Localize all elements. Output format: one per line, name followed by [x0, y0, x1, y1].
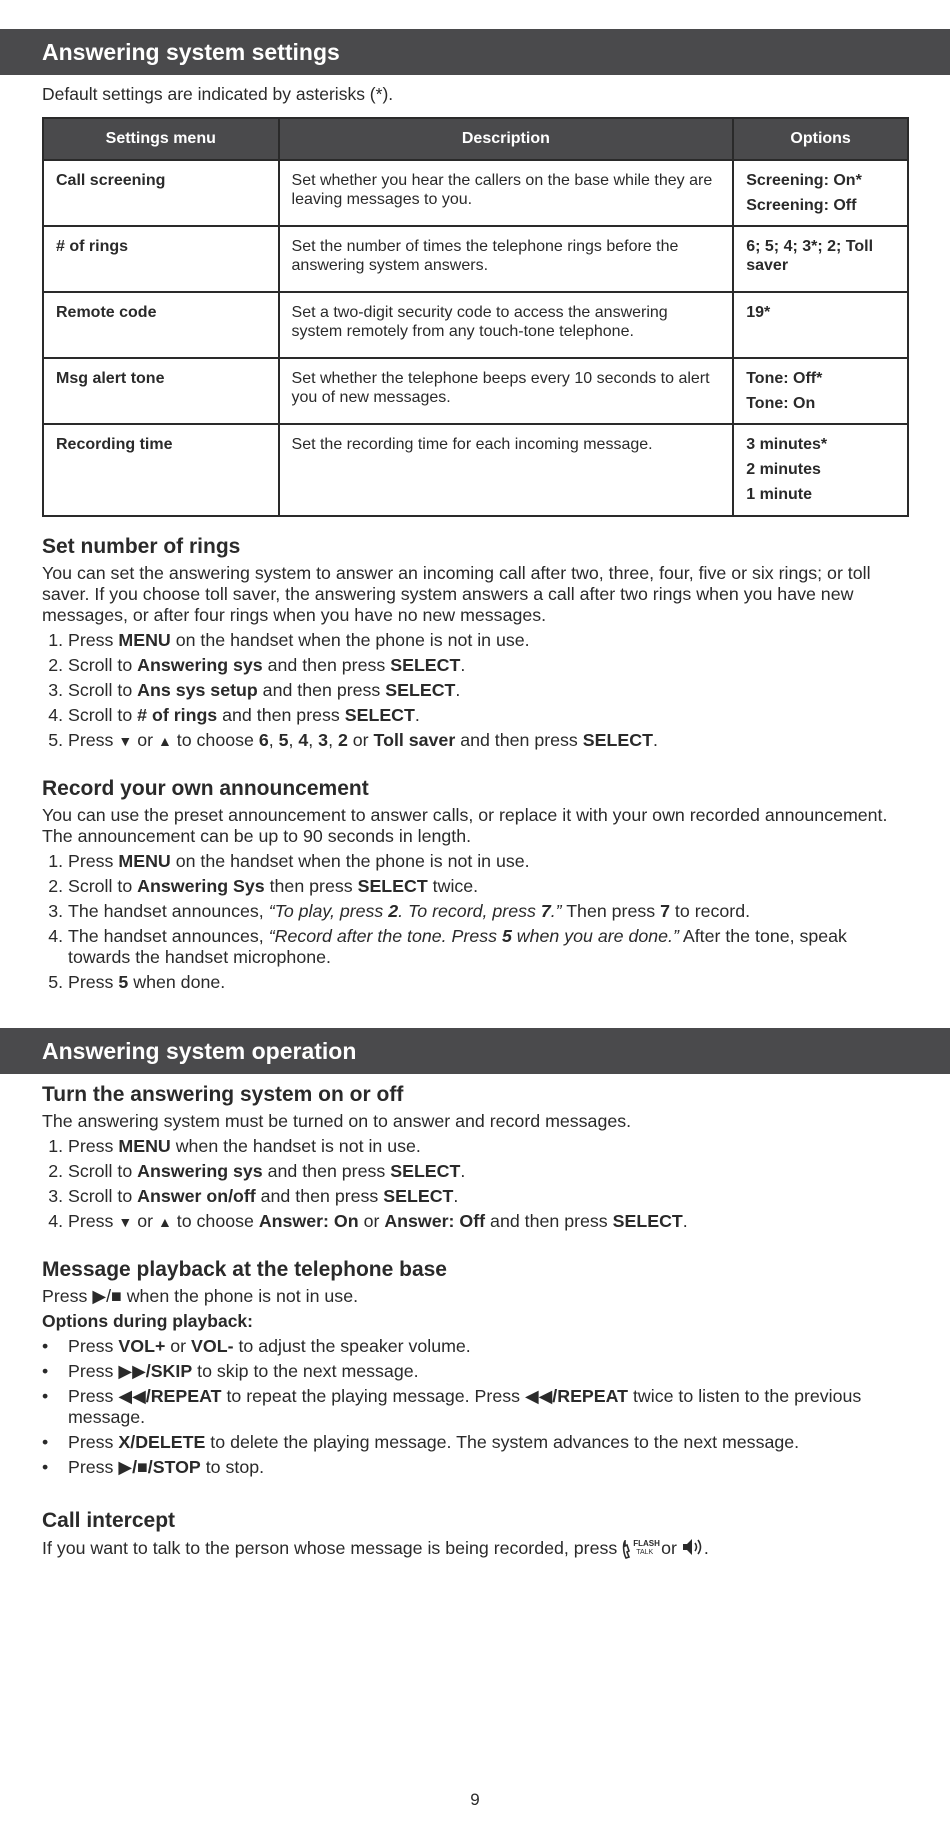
- list-item: 2. Scroll to Answering sys and then press SELECT.: [68, 1161, 912, 1182]
- setting-options: [733, 358, 908, 424]
- list-item: • Press X/DELETE to delete the playing message. The system advances to the next message.: [68, 1432, 912, 1453]
- set-rings-section: [42, 534, 912, 756]
- table-row: [43, 292, 908, 358]
- speaker-icon: [682, 1537, 704, 1562]
- setting-description: Set a two-digit security code to access the answering system remotely from any touch-tone telephone.: [279, 292, 734, 358]
- list-item: 1. Press MENU on the handset when the phone is not in use.: [68, 851, 912, 872]
- setting-name: Call screening: [43, 160, 279, 226]
- options-label: Options during playback:: [42, 1311, 253, 1331]
- intro-text: Default settings are indicated by asterisks (*).: [42, 84, 394, 104]
- down-arrow-icon: ▼: [118, 1214, 133, 1230]
- up-arrow-icon: ▲: [157, 1214, 172, 1230]
- option-value: 1 minute: [746, 486, 813, 503]
- section-body: Press ▶/■ when the phone is not in use.: [42, 1286, 359, 1306]
- section-heading: Record your own announcement: [42, 777, 369, 800]
- list-item: 1. Press MENU when the handset is not in use.: [68, 1136, 912, 1157]
- steps-list: [42, 851, 912, 993]
- stop-key: ▶/■/STOP: [118, 1457, 201, 1477]
- setting-options: [733, 160, 908, 226]
- section-body: You can use the preset announcement to answer calls, or replace it with your own recorded announcement. The announcement can be up to 90 seconds in length.: [42, 805, 888, 846]
- setting-name: # of rings: [43, 226, 279, 292]
- setting-name: Msg alert tone: [43, 358, 279, 424]
- option-value: Screening: Off: [746, 197, 857, 214]
- flash-label: FLASH: [633, 1538, 660, 1548]
- list-item: 5. Press 5 when done.: [68, 972, 912, 993]
- settings-table: [42, 117, 909, 517]
- list-item: 4. The handset announces, “Record after the tone. Press 5 when you are done.” After the tone, speak towards the handset microphone.: [68, 926, 912, 968]
- section-heading: Call intercept: [42, 1509, 176, 1532]
- list-item: 1. Press MENU on the handset when the phone is not in use.: [68, 630, 912, 651]
- column-header: Settings menu: [43, 118, 279, 160]
- skip-key: ▶▶/SKIP: [118, 1361, 193, 1381]
- setting-name: Remote code: [43, 292, 279, 358]
- steps-list: [42, 1136, 912, 1233]
- section-body: The answering system must be turned on to answer and record messages.: [42, 1111, 632, 1131]
- list-item: • Press ▶▶/SKIP to skip to the next message.: [68, 1361, 912, 1382]
- turn-on-off-section: [42, 1082, 912, 1237]
- list-item: 2. Scroll to Answering Sys then press SELECT twice.: [68, 876, 912, 897]
- list-item: 3. Scroll to Answer on/off and then press SELECT.: [68, 1186, 912, 1207]
- option-value: 19*: [746, 304, 771, 321]
- option-value: Tone: On: [746, 395, 816, 412]
- setting-options: [733, 424, 908, 516]
- bullet-list: [42, 1336, 912, 1478]
- setting-description: Set the recording time for each incoming message.: [279, 424, 734, 516]
- setting-description: Set whether you hear the callers on the base while they are leaving messages to you.: [279, 160, 734, 226]
- down-arrow-icon: ▼: [118, 733, 133, 749]
- section-heading: Turn the answering system on or off: [42, 1083, 404, 1106]
- option-value: 6; 5; 4; 3*; 2; Toll saver: [746, 238, 874, 274]
- option-value: 2 minutes: [746, 461, 821, 478]
- section-body: You can set the answering system to answer an incoming call after two, three, four, five or six rings; or toll saver. If you choose toll saver, the answering system answers a call after two rings when you have new messages, or after four rings when you have no new messages.: [42, 563, 871, 625]
- play-stop-icon: ▶/■: [92, 1286, 122, 1306]
- setting-options: [733, 226, 908, 292]
- section-heading: Message playback at the telephone base: [42, 1258, 447, 1281]
- list-item: 3. Scroll to Ans sys setup and then press SELECT.: [68, 680, 912, 701]
- flash-talk-icon: [622, 1538, 660, 1561]
- table-row: [43, 160, 908, 226]
- column-header: Options: [733, 118, 908, 160]
- table-row: [43, 226, 908, 292]
- list-item: • Press ◀◀/REPEAT to repeat the playing message. Press ◀◀/REPEAT twice to listen to the previous message.: [68, 1386, 912, 1428]
- option-value: Tone: Off*: [746, 370, 823, 387]
- repeat-key: ◀◀/REPEAT: [118, 1386, 222, 1406]
- list-item: 4. Press ▼ or ▲ to choose Answer: On or Answer: Off and then press SELECT.: [68, 1211, 912, 1233]
- section-heading: Set number of rings: [42, 535, 241, 558]
- list-item: • Press ▶/■/STOP to stop.: [68, 1457, 912, 1478]
- list-item: 2. Scroll to Answering sys and then press SELECT.: [68, 655, 912, 676]
- option-value: 3 minutes*: [746, 436, 828, 453]
- up-arrow-icon: ▲: [157, 733, 172, 749]
- steps-list: [42, 630, 912, 752]
- repeat-key: ◀◀/REPEAT: [524, 1386, 629, 1406]
- table-row: [43, 424, 908, 516]
- setting-name: Recording time: [43, 424, 279, 516]
- talk-label: TALK: [636, 1548, 654, 1556]
- record-announcement-section: [42, 776, 912, 997]
- setting-description: Set whether the telephone beeps every 10 seconds to alert you of new messages.: [279, 358, 734, 424]
- setting-description: Set the number of times the telephone rings before the answering system answers.: [279, 226, 734, 292]
- call-intercept-section: [42, 1508, 912, 1566]
- list-item: 4. Scroll to # of rings and then press SELECT.: [68, 705, 912, 726]
- section-banner-settings: Answering system settings: [0, 29, 950, 75]
- list-item: • Press VOL+ or VOL- to adjust the speaker volume.: [68, 1336, 912, 1357]
- page-number: 9: [470, 1790, 480, 1809]
- list-item: 5. Press ▼ or ▲ to choose 6, 5, 4, 3, 2 or Toll saver and then press SELECT.: [68, 730, 912, 752]
- table-row: [43, 358, 908, 424]
- table-header-row: [43, 118, 908, 160]
- option-value: Screening: On*: [746, 172, 862, 189]
- setting-options: [733, 292, 908, 358]
- list-item: 3. The handset announces, “To play, press 2. To record, press 7.” Then press 7 to record.: [68, 901, 912, 922]
- section-body: If you want to talk to the person whose message is being recorded, press FLASH TALK or .: [42, 1537, 912, 1562]
- column-header: Description: [279, 118, 734, 160]
- message-playback-section: [42, 1257, 912, 1482]
- section-banner-operation: Answering system operation: [0, 1028, 950, 1074]
